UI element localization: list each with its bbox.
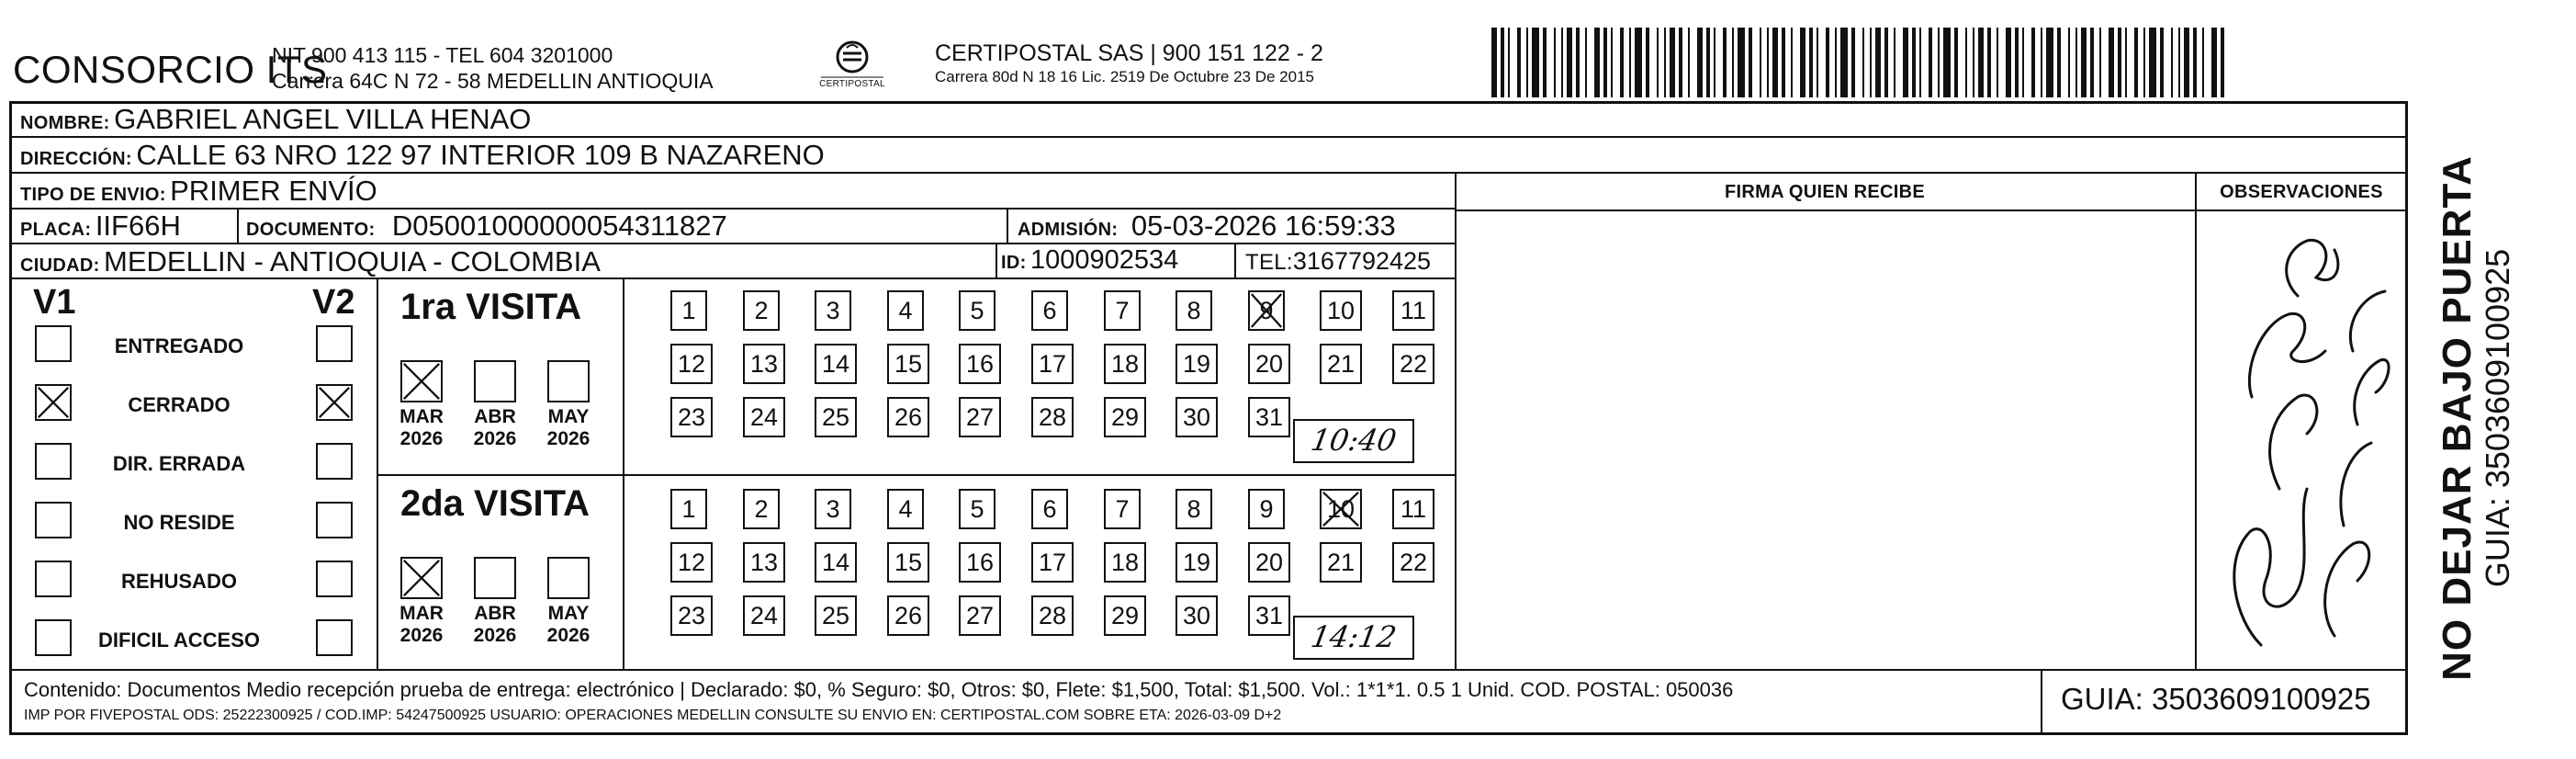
side-vertical-text (2421, 101, 2531, 735)
day-cell[interactable] (1031, 397, 1074, 437)
firma-header-label: FIRMA QUIEN RECIBE (1725, 182, 1925, 202)
status-option-label: REHUSADO (121, 570, 237, 593)
day-number: 19 (1182, 549, 1211, 576)
month-checkbox[interactable] (474, 360, 516, 402)
day-number: 10 (1326, 495, 1355, 523)
status-option-label: DIFICIL ACCESO (97, 629, 260, 651)
day-cell[interactable] (815, 489, 851, 529)
month-checkbox[interactable] (547, 557, 590, 599)
day-number: 19 (1182, 350, 1211, 378)
day-cell[interactable] (743, 290, 780, 331)
status-v1-checkbox[interactable] (35, 561, 72, 597)
day-number: 11 (1400, 495, 1427, 523)
day-cell[interactable] (1176, 397, 1218, 437)
nombre-value: GABRIEL ANGEL VILLA HENAO (114, 103, 532, 135)
day-number: 13 (749, 350, 779, 378)
nombre-row (20, 103, 531, 136)
day-number: 3 (826, 297, 840, 324)
status-v1-checkbox[interactable] (35, 619, 72, 656)
month-label: ABR 2026 (473, 603, 517, 646)
tel-value: 3167792425 (1292, 247, 1432, 275)
placa-value: IIF66H (95, 210, 181, 242)
x-mark-icon (1250, 292, 1283, 329)
visit1-title: 1ra VISITA (400, 287, 582, 327)
day-cell[interactable] (670, 290, 707, 331)
day-cell[interactable] (1176, 542, 1218, 583)
day-cell[interactable] (815, 542, 857, 583)
cell-divider (1007, 208, 1008, 243)
day-number: 12 (677, 549, 706, 576)
day-cell[interactable] (1031, 344, 1074, 384)
documento-label: DOCUMENTO: (246, 220, 376, 240)
day-cell[interactable] (887, 344, 929, 384)
day-cell[interactable] (1392, 542, 1434, 583)
status-v2-checkbox[interactable] (316, 325, 353, 362)
certipostal-logo (816, 35, 889, 97)
day-number: 22 (1399, 350, 1428, 378)
direccion-row (20, 139, 825, 172)
id-label: ID: (1001, 253, 1027, 273)
day-number: 26 (894, 403, 923, 431)
x-mark-icon (402, 362, 441, 401)
day-number: 24 (749, 602, 779, 629)
day-cell[interactable] (887, 397, 929, 437)
footer-divider (11, 669, 2408, 671)
company-brand: CONSORCIO ITS (13, 48, 328, 91)
day-cell[interactable] (1104, 397, 1146, 437)
day-number: 21 (1326, 549, 1355, 576)
ciudad-label: CIUDAD: (20, 255, 100, 276)
day-number: 18 (1110, 549, 1140, 576)
tipo-envio-row (20, 175, 377, 208)
admision-value: 05-03-2026 16:59:33 (1131, 210, 1396, 242)
status-v1-checkbox[interactable] (35, 443, 72, 480)
month-label: MAY 2026 (546, 603, 591, 646)
status-option-label: CERRADO (128, 393, 231, 416)
side-rotated-block (2435, 155, 2516, 681)
header-divider-right (1455, 210, 2408, 211)
company-nit-line: NIT 900 413 115 - TEL 604 3201000 (272, 43, 613, 67)
day-cell[interactable] (1176, 489, 1212, 529)
side-instruction: NO DEJAR BAJO PUERTA (2435, 155, 2480, 681)
visit1-handwritten-time: 10:40 (1308, 423, 1400, 458)
day-number: 28 (1038, 602, 1067, 629)
v2-header: V2 (312, 283, 355, 322)
visit-row-divider (377, 474, 1455, 476)
day-cell[interactable] (1392, 290, 1434, 331)
day-cell[interactable] (670, 344, 713, 384)
day-number: 25 (821, 403, 850, 431)
day-number: 26 (894, 602, 923, 629)
visit1-time-box (1293, 419, 1414, 463)
day-cell[interactable] (887, 290, 924, 331)
day-number: 14 (821, 350, 850, 378)
status-v2-checkbox[interactable] (316, 561, 353, 597)
month-label: MAR 2026 (399, 603, 444, 646)
month-checkbox[interactable] (474, 557, 516, 599)
day-number: 10 (1326, 297, 1355, 324)
status-option-label: ENTREGADO (114, 334, 244, 357)
status-v1-checkbox[interactable] (35, 325, 72, 362)
day-number: 30 (1182, 403, 1211, 431)
x-mark-icon (1322, 491, 1360, 527)
day-number: 4 (898, 297, 913, 324)
admision-label: ADMISIÓN: (1018, 220, 1119, 240)
cell-divider (996, 243, 997, 278)
day-number: 6 (1042, 297, 1057, 324)
day-cell[interactable] (1248, 595, 1290, 636)
day-cell[interactable] (670, 489, 707, 529)
placa-cell (20, 210, 181, 243)
day-cell[interactable] (743, 595, 785, 636)
certipostal-line: CERTIPOSTAL SAS | 900 151 122 - 2 (935, 40, 1323, 66)
day-number: 12 (677, 350, 706, 378)
day-number: 5 (970, 495, 984, 523)
ciudad-value: MEDELLIN - ANTIOQUIA - COLOMBIA (104, 245, 601, 278)
day-number: 29 (1110, 403, 1140, 431)
nombre-label: NOMBRE: (20, 113, 110, 133)
day-cell[interactable] (670, 542, 713, 583)
status-v1-checkbox[interactable] (35, 384, 72, 421)
month-checkbox[interactable] (400, 557, 443, 599)
tel-label: TEL: (1245, 250, 1293, 275)
logo-text: CERTIPOSTAL (819, 79, 885, 89)
day-cell[interactable] (887, 595, 929, 636)
firma-header (1455, 182, 2195, 203)
month-label: ABR 2026 (473, 406, 517, 449)
certipostal-license-line: Carrera 80d N 18 16 Lic. 2519 De Octubre 23 De 2015 (935, 68, 1314, 85)
day-number: 2 (754, 297, 769, 324)
day-cell[interactable] (1248, 290, 1285, 331)
day-cell[interactable] (1392, 489, 1434, 529)
day-number: 7 (1115, 297, 1130, 324)
day-cell[interactable] (815, 397, 857, 437)
day-number: 24 (749, 403, 779, 431)
documento-value: D05001000000054311827 (391, 210, 727, 242)
status-v2-checkbox[interactable] (316, 619, 353, 656)
day-cell[interactable] (1031, 290, 1068, 331)
x-mark-icon (37, 386, 70, 419)
day-number: 13 (749, 549, 779, 576)
status-v1-checkbox[interactable] (35, 502, 72, 538)
x-mark-icon (318, 386, 351, 419)
visit-divider (623, 278, 624, 669)
day-number: 8 (1187, 495, 1201, 523)
visit2-time-box (1293, 616, 1414, 660)
status-option-label: DIR. ERRADA (112, 452, 246, 475)
day-cell[interactable] (1176, 290, 1212, 331)
day-number: 17 (1038, 549, 1067, 576)
day-cell[interactable] (1104, 489, 1141, 529)
observaciones-header (2195, 182, 2408, 203)
footer-content-line: Contenido: Documentos Medio recepción prueba de entrega: electrónico | Declarado: $0, % Seguro: $0, Otros: $0, Flete: $1,500, Total: $1,500. Vol.: 1*1*1. 0.5 1 Unid. COD. POSTAL: 050036 (24, 678, 1734, 701)
row-divider (11, 136, 2408, 138)
day-cell[interactable] (1031, 542, 1074, 583)
cell-divider (237, 208, 239, 243)
day-number: 7 (1115, 495, 1130, 523)
admision-cell (1018, 210, 1396, 243)
day-cell[interactable] (1104, 344, 1146, 384)
tipo-envio-value: PRIMER ENVÍO (170, 175, 377, 207)
day-cell[interactable] (1320, 542, 1362, 583)
barcode (1491, 28, 2226, 97)
day-number: 31 (1254, 602, 1284, 629)
day-cell[interactable] (1176, 344, 1218, 384)
day-number: 22 (1399, 549, 1428, 576)
day-cell[interactable] (1104, 290, 1141, 331)
day-number: 16 (965, 350, 995, 378)
visit2-title: 2da VISITA (400, 483, 590, 524)
day-number: 8 (1187, 297, 1201, 324)
tel-cell (1245, 247, 1431, 276)
day-number: 20 (1254, 350, 1284, 378)
day-cell[interactable] (959, 489, 996, 529)
company-info (272, 42, 714, 94)
day-cell[interactable] (959, 542, 1001, 583)
day-cell[interactable] (1031, 489, 1068, 529)
day-cell[interactable] (887, 489, 924, 529)
day-cell[interactable] (1320, 290, 1362, 331)
day-cell[interactable] (670, 397, 713, 437)
day-cell[interactable] (1104, 595, 1146, 636)
tipo-envio-label: TIPO DE ENVIO: (20, 185, 166, 205)
handwritten-signature (2197, 213, 2406, 667)
day-number: 11 (1400, 297, 1427, 324)
day-number: 1 (681, 495, 696, 523)
footer-guia-divider (2041, 669, 2042, 735)
day-number: 23 (677, 403, 706, 431)
cell-divider (1234, 243, 1236, 278)
day-cell[interactable] (1248, 542, 1290, 583)
day-cell[interactable] (959, 595, 1001, 636)
day-cell[interactable] (743, 397, 785, 437)
day-number: 27 (965, 403, 995, 431)
day-number: 5 (970, 297, 984, 324)
id-cell (1001, 245, 1178, 276)
day-cell[interactable] (815, 344, 857, 384)
day-number: 20 (1254, 549, 1284, 576)
day-number: 31 (1254, 403, 1284, 431)
day-number: 29 (1110, 602, 1140, 629)
row-divider (11, 172, 2408, 174)
day-number: 16 (965, 549, 995, 576)
day-cell[interactable] (1248, 489, 1285, 529)
day-number: 27 (965, 602, 995, 629)
month-label: MAR 2026 (399, 406, 444, 449)
status-divider (377, 278, 378, 669)
day-number: 21 (1326, 350, 1355, 378)
direccion-label: DIRECCIÓN: (20, 149, 132, 169)
day-number: 6 (1042, 495, 1057, 523)
status-v2-checkbox[interactable] (316, 502, 353, 538)
company-address-line: Carrera 64C N 72 - 58 MEDELLIN ANTIOQUIA (272, 69, 714, 93)
side-guia: GUIA: 3503609100925 (2479, 248, 2516, 588)
observaciones-header-label: OBSERVACIONES (2220, 182, 2383, 202)
day-cell[interactable] (1031, 595, 1074, 636)
day-number: 18 (1110, 350, 1140, 378)
day-number: 23 (677, 602, 706, 629)
ciudad-cell (20, 245, 601, 278)
day-cell[interactable] (670, 595, 713, 636)
day-number: 15 (894, 549, 923, 576)
day-cell[interactable] (1248, 344, 1290, 384)
day-cell[interactable] (1248, 397, 1290, 437)
day-cell[interactable] (1392, 344, 1434, 384)
footer-guia: GUIA: 3503609100925 (2061, 682, 2371, 716)
day-number: 15 (894, 350, 923, 378)
day-number: 1 (681, 297, 696, 324)
id-value: 1000902534 (1030, 245, 1179, 275)
day-cell[interactable] (959, 290, 996, 331)
day-number: 17 (1038, 350, 1067, 378)
status-v2-checkbox[interactable] (316, 384, 353, 421)
day-cell[interactable] (815, 595, 857, 636)
month-label: MAY 2026 (546, 406, 591, 449)
day-cell[interactable] (959, 344, 1001, 384)
day-number: 9 (1259, 297, 1274, 324)
row-divider (11, 243, 1455, 244)
day-number: 4 (898, 495, 913, 523)
day-number: 14 (821, 549, 850, 576)
visit2-handwritten-time: 14:12 (1308, 619, 1400, 654)
status-v2-checkbox[interactable] (316, 443, 353, 480)
x-mark-icon (402, 559, 441, 597)
footer-print-line: IMP POR FIVEPOSTAL ODS: 25222300925 / COD.IMP: 54247500925 USUARIO: OPERACIONES MEDELLIN CONSULTE SU ENVIO EN: CERTIPOSTAL.COM SOBRE ETA: 2026-03-09 D+2 (24, 708, 1282, 723)
day-number: 25 (821, 602, 850, 629)
month-checkbox[interactable] (547, 360, 590, 402)
day-cell[interactable] (1176, 595, 1218, 636)
column-divider-firma (1455, 172, 1457, 669)
day-number: 30 (1182, 602, 1211, 629)
day-cell[interactable] (1104, 542, 1146, 583)
day-cell[interactable] (743, 344, 785, 384)
day-number: 9 (1259, 495, 1274, 523)
placa-label: PLACA: (20, 220, 92, 240)
day-cell[interactable] (743, 542, 785, 583)
documento-cell (246, 210, 727, 243)
status-option-label: NO RESIDE (123, 511, 235, 534)
day-cell[interactable] (887, 542, 929, 583)
direccion-value: CALLE 63 NRO 122 97 INTERIOR 109 B NAZARENO (136, 139, 825, 171)
day-number: 3 (826, 495, 840, 523)
day-cell[interactable] (1320, 489, 1362, 529)
day-cell[interactable] (743, 489, 780, 529)
v1-header: V1 (33, 283, 76, 322)
day-cell[interactable] (815, 290, 851, 331)
day-number: 2 (754, 495, 769, 523)
day-cell[interactable] (1320, 344, 1362, 384)
day-number: 28 (1038, 403, 1067, 431)
month-checkbox[interactable] (400, 360, 443, 402)
day-cell[interactable] (959, 397, 1001, 437)
